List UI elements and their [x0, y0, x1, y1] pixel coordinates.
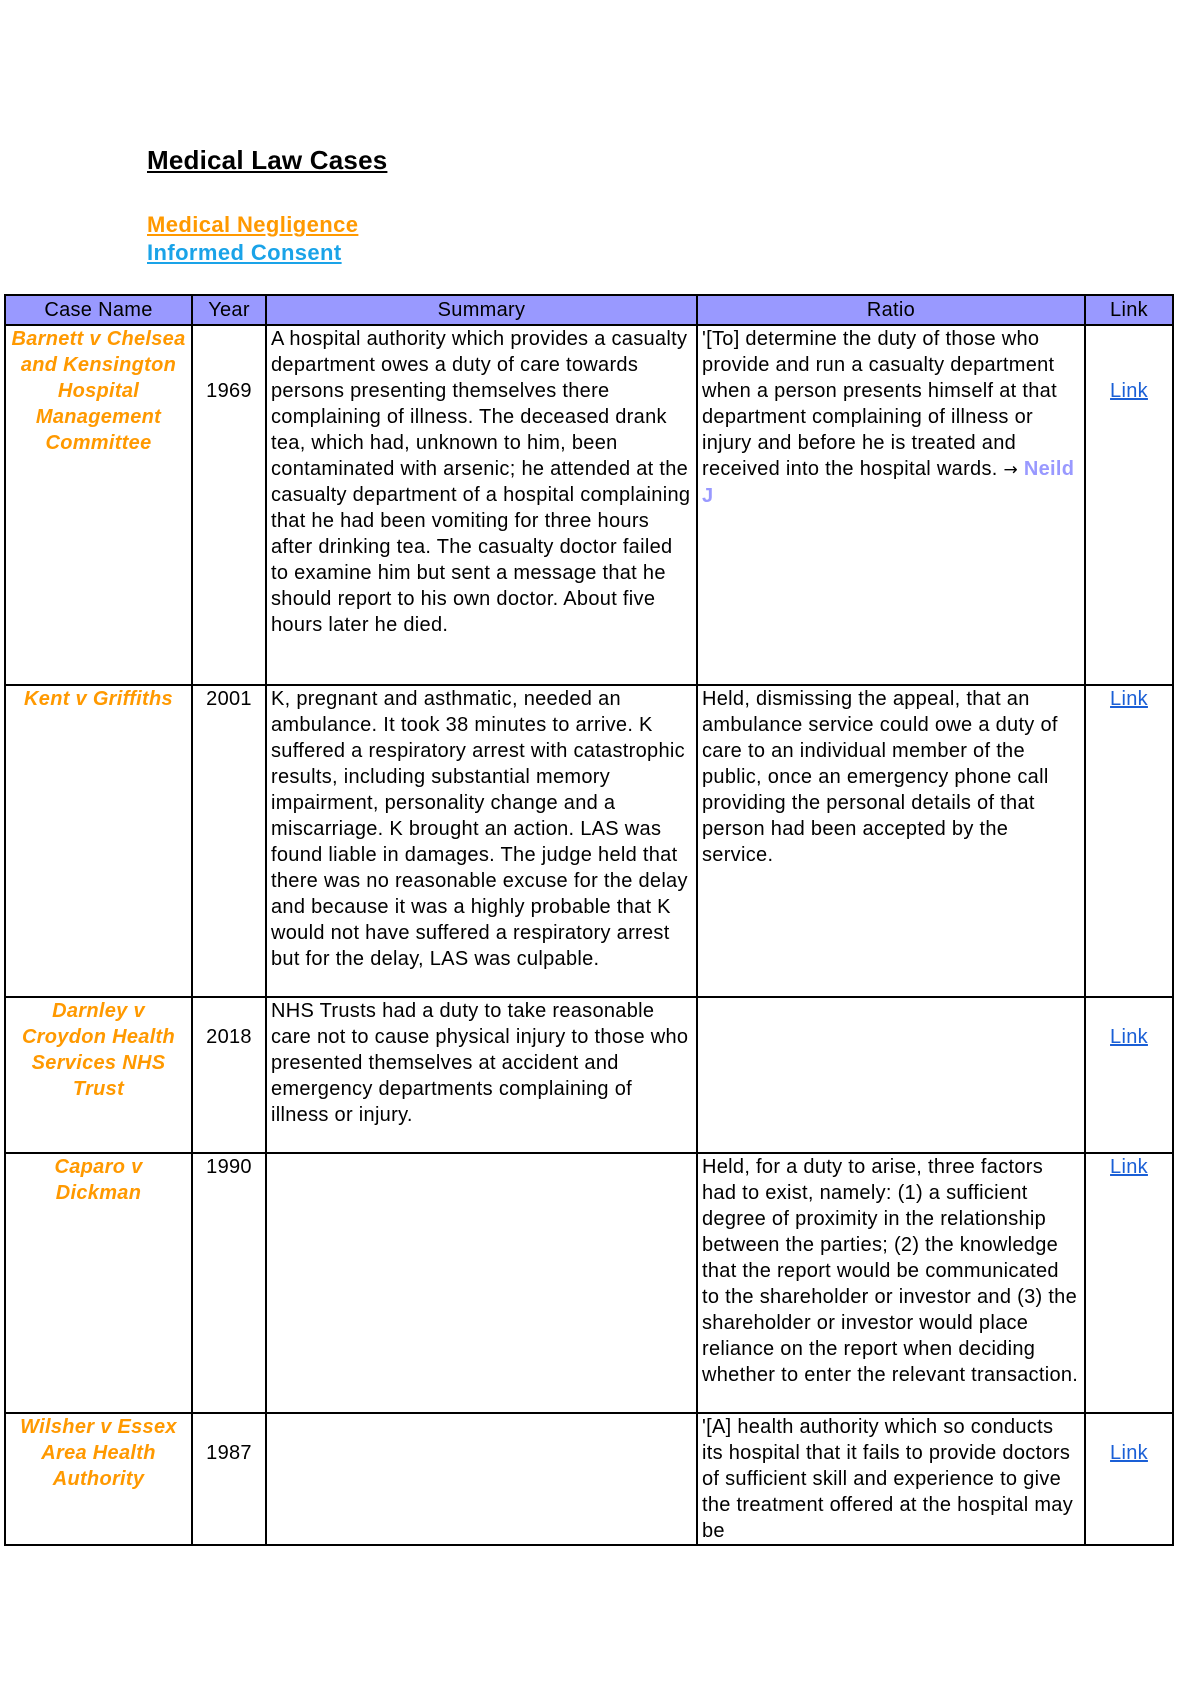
ratio-cell: Held, for a duty to arise, three factors had to exist, namely: (1) a sufficient degree of proximity in the relationship between the parties; (2) the knowledge that the report would be communicated to the shareholder or investor and (3) the shareholder or investor would place reliance on the report when deciding whether to enter the relevant transaction.: [697, 1153, 1085, 1413]
summary-cell: [266, 1413, 697, 1545]
case-name-cell: Caparo v Dickman: [5, 1153, 192, 1413]
summary-cell: A hospital authority which provides a casualty department owes a duty of care towards persons presenting themselves there complaining of illness. The deceased drank tea, which had, unknown to him, been contaminated with arsenic; he attended at the casualty department of a hospital complaining that he had been vomiting for three hours after drinking tea. The casualty doctor failed to examine him but sent a message that he should report to his own doctor. About five hours later he died.: [266, 325, 697, 685]
cases-table: [4, 294, 1174, 1546]
year-cell: 2018: [192, 997, 266, 1153]
judge-name: Neild J: [702, 458, 1075, 507]
header-link: Link: [1085, 295, 1173, 325]
link-cell: [1085, 997, 1173, 1153]
table-row: [5, 1413, 1173, 1545]
header-case-name: Case Name: [5, 295, 192, 325]
ratio-cell: [697, 325, 1085, 685]
nav-link-medical-negligence[interactable]: Medical Negligence: [147, 212, 359, 237]
summary-cell: [266, 1153, 697, 1413]
table-row: [5, 685, 1173, 997]
table-row: [5, 1153, 1173, 1413]
case-link[interactable]: Link: [1110, 688, 1148, 710]
ratio-cell: [697, 997, 1085, 1153]
document-title: Medical Law Cases: [147, 145, 388, 175]
link-cell: [1085, 1413, 1173, 1545]
case-link[interactable]: Link: [1110, 380, 1148, 402]
arrow-right-icon: →: [1003, 460, 1019, 480]
ratio-text: '[To] determine the duty of those who provide and run a casualty department when a person presents himself at that department complaining of illness or injury and before he is treated and received into the hospital wards.: [702, 328, 1057, 480]
link-cell: [1085, 325, 1173, 685]
case-name-cell: Barnett v Chelsea and Kensington Hospital Management Committee: [5, 325, 192, 685]
link-cell: [1085, 1153, 1173, 1413]
year-cell: 1990: [192, 1153, 266, 1413]
header-year: Year: [192, 295, 266, 325]
case-link[interactable]: Link: [1110, 1442, 1148, 1464]
year-cell: 2001: [192, 685, 266, 997]
year-cell: 1969: [192, 325, 266, 685]
summary-cell: NHS Trusts had a duty to take reasonable care not to cause physical injury to those who presented themselves at accident and emergency departments complaining of illness or injury.: [266, 997, 697, 1153]
case-name-cell: Wilsher v Essex Area Health Authority: [5, 1413, 192, 1545]
link-cell: [1085, 685, 1173, 997]
table-row: [5, 325, 1173, 685]
case-link[interactable]: Link: [1110, 1156, 1148, 1178]
header-ratio: Ratio: [697, 295, 1085, 325]
case-name-cell: Darnley v Croydon Health Services NHS Trust: [5, 997, 192, 1153]
nav-link-informed-consent[interactable]: Informed Consent: [147, 240, 342, 265]
header-summary: Summary: [266, 295, 697, 325]
case-link[interactable]: Link: [1110, 1026, 1148, 1048]
year-cell: 1987: [192, 1413, 266, 1545]
table-header-row: [5, 295, 1173, 325]
ratio-cell: Held, dismissing the appeal, that an ambulance service could owe a duty of care to an individual member of the public, once an emergency phone call providing the personal details of that person had been accepted by the service.: [697, 685, 1085, 997]
ratio-cell: '[A] health authority which so conducts its hospital that it fails to provide doctors of sufficient skill and experience to give the treatment offered at the hospital may be: [697, 1413, 1085, 1545]
summary-cell: K, pregnant and asthmatic, needed an ambulance. It took 38 minutes to arrive. K suffered a respiratory arrest with catastrophic results, including substantial memory impairment, personality change and a miscarriage. K brought an action. LAS was found liable in damages. The judge held that there was no reasonable excuse for the delay and because it was a highly probable that K would not have suffered a respiratory arrest but for the delay, LAS was culpable.: [266, 685, 697, 997]
case-name-cell: Kent v Griffiths: [5, 685, 192, 997]
table-row: [5, 997, 1173, 1153]
